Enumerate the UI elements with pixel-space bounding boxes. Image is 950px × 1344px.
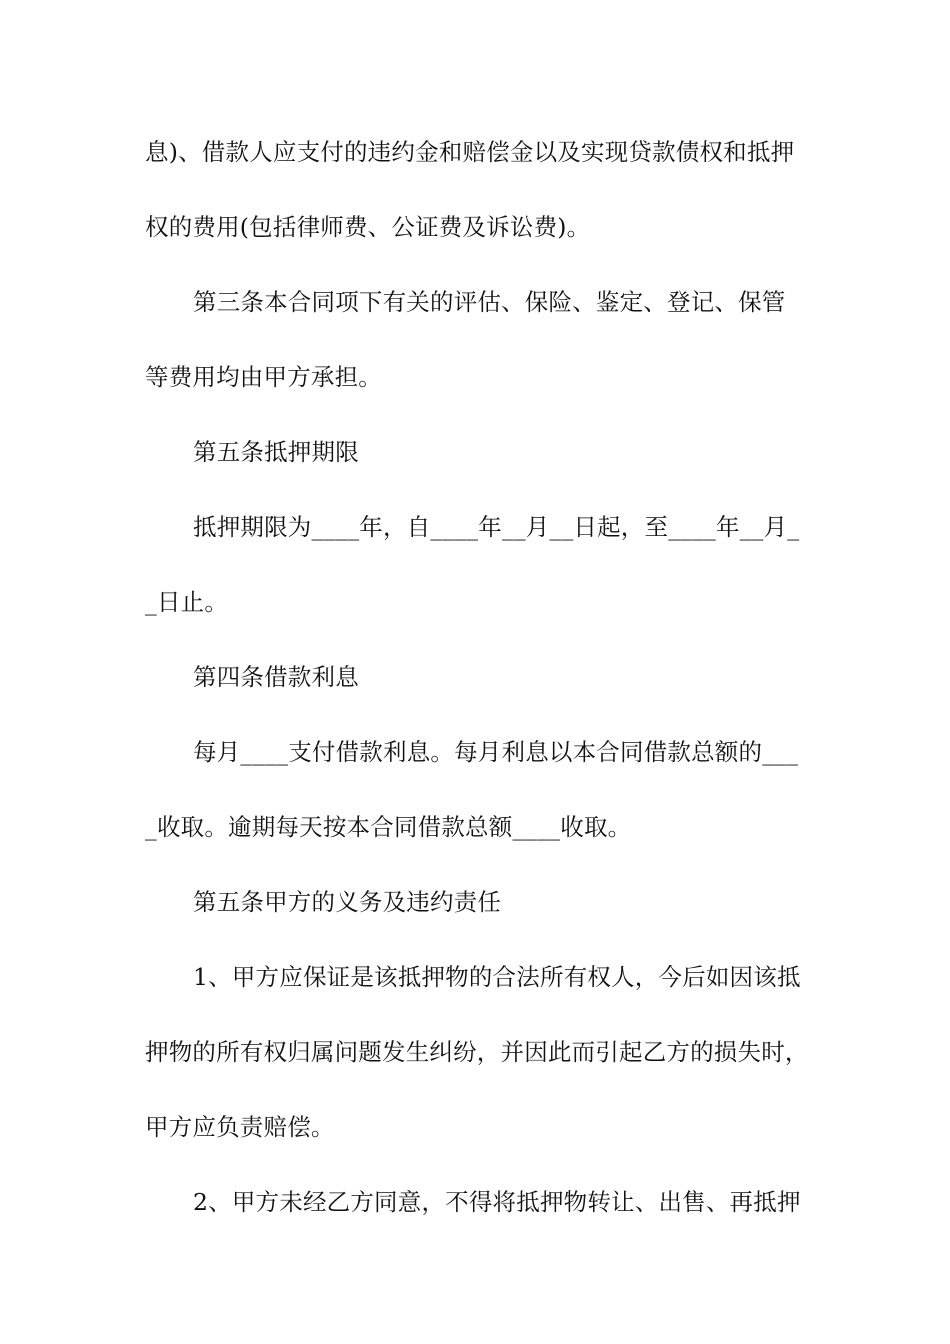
paragraph-line: 抵押期限为____年，自____年__月__日起，至____年__月_ xyxy=(193,513,800,541)
section-heading: 第五条甲方的义务及违约责任 xyxy=(193,888,502,916)
text-line: 等费用均由甲方承担。 xyxy=(145,363,382,391)
text-line: _日止。 xyxy=(145,588,229,616)
text-line: _收取。逾期每天按本合同借款总额____收取。 xyxy=(145,813,632,841)
paragraph-line: 2、甲方未经乙方同意，不得将抵押物转让、出售、再抵押 xyxy=(193,1188,801,1216)
paragraph-line: 1、甲方应保证是该抵押物的合法所有权人，今后如因该抵 xyxy=(193,963,801,991)
text-line: 押物的所有权归属问题发生纠纷，并因此而引起乙方的损失时， xyxy=(145,1038,809,1066)
text-line: 息)、借款人应支付的违约金和赔偿金以及实现贷款债权和抵押 xyxy=(145,138,795,166)
text-line: 甲方应负责赔偿。 xyxy=(145,1113,335,1141)
paragraph-line: 每月____支付借款利息。每月利息以本合同借款总额的___ xyxy=(193,738,799,766)
text-line: 权的费用(包括律师费、公证费及诉讼费)。 xyxy=(145,213,591,241)
section-heading: 第四条借款利息 xyxy=(193,663,359,691)
section-heading: 第五条抵押期限 xyxy=(193,438,359,466)
paragraph-line: 第三条本合同项下有关的评估、保险、鉴定、登记、保管 xyxy=(193,288,786,316)
